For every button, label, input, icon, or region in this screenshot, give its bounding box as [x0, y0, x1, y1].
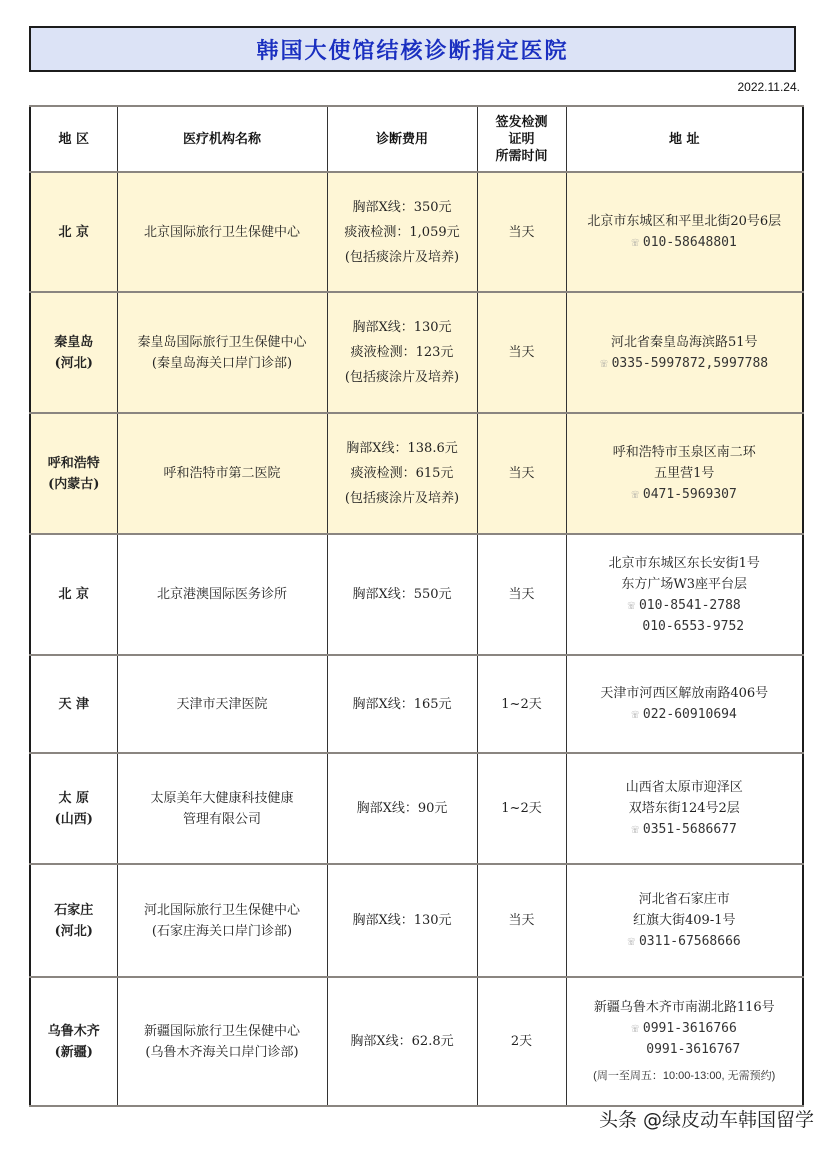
institution-cell: 太原美年大健康科技健康 管理有限公司: [117, 753, 327, 864]
address-cell: 北京市东城区和平里北街20号6层 ☏ 010-58648801: [566, 172, 803, 292]
time-cell: 当天: [477, 413, 566, 534]
institution-cell: 河北国际旅行卫生保健中心 (石家庄海关口岸门诊部): [117, 864, 327, 977]
region-cell: 天 津: [30, 655, 117, 753]
region-cell: 乌鲁木齐 (新疆): [30, 977, 117, 1106]
header-region: 地 区: [30, 106, 117, 172]
phone-icon: ☏: [631, 487, 639, 501]
date-label: 2022.11.24.: [737, 80, 800, 94]
table-row: [30, 655, 803, 753]
region-cell: 北 京: [30, 534, 117, 655]
phone-icon: ☏: [631, 1020, 639, 1035]
time-cell: 当天: [477, 172, 566, 292]
table-row: [30, 977, 803, 1106]
region-cell: 呼和浩特 (内蒙古): [30, 413, 117, 534]
time-cell: 1~2天: [477, 753, 566, 864]
phone-number: 0991-3616767: [646, 1041, 741, 1057]
phone-icon: ☏: [631, 235, 639, 249]
fee-cell: 胸部X线：130元: [327, 864, 477, 977]
address-cell: 天津市河西区解放南路406号 ☏ 022-60910694: [566, 655, 803, 753]
phone-icon: ☏: [627, 597, 635, 612]
address-cell: 呼和浩特市玉泉区南二环 五里营1号 ☏ 0471-5969307: [566, 413, 803, 534]
time-cell: 当天: [477, 292, 566, 413]
header-address: 地 址: [566, 106, 803, 172]
page-title: 韩国大使馆结核诊断指定医院: [256, 37, 569, 64]
phone-number: ☏ 0351-5686677: [631, 822, 737, 837]
institution-cell: 天津市天津医院: [117, 655, 327, 753]
phone-number: ☏ 0471-5969307: [631, 487, 737, 502]
table-row: [30, 292, 803, 413]
fee-cell: 胸部X线：165元: [327, 655, 477, 753]
phone-icon: ☏: [631, 707, 639, 721]
table-row: [30, 534, 803, 655]
title-banner: [29, 26, 796, 72]
phone-number: 010-6553-9752: [642, 618, 745, 634]
header-fee: 诊断费用: [327, 106, 477, 172]
phone-number: ☏ 0335-5997872,5997788: [600, 355, 769, 371]
fee-cell: 胸部X线：550元: [327, 534, 477, 655]
institution-cell: 新疆国际旅行卫生保健中心 (乌鲁木齐海关口岸门诊部): [117, 977, 327, 1106]
table-row: [30, 413, 803, 534]
fee-cell: 胸部X线：350元 痰液检测：1,059元 (包括痰涂片及培养): [327, 172, 477, 292]
address-cell: 山西省太原市迎泽区 双塔东街124号2层 ☏ 0351-5686677: [566, 753, 803, 864]
region-cell: 石家庄 (河北): [30, 864, 117, 977]
hours-note: (周一至周五：10:00-13:00, 无需预约): [593, 1069, 776, 1082]
institution-cell: 北京国际旅行卫生保健中心: [117, 172, 327, 292]
table-row: [30, 864, 803, 977]
table-row: [30, 753, 803, 864]
time-cell: 当天: [477, 534, 566, 655]
time-cell: 2天: [477, 977, 566, 1106]
hospital-table: [29, 105, 804, 1107]
phone-number: ☏ 010-58648801: [631, 235, 737, 250]
phone-number: ☏ 0311-67568666: [627, 934, 741, 949]
fee-cell: 胸部X线：62.8元: [327, 977, 477, 1106]
time-cell: 当天: [477, 864, 566, 977]
phone-number: ☏ 010-8541-2788: [627, 597, 741, 613]
region-cell: 秦皇岛 (河北): [30, 292, 117, 413]
table-row: [30, 172, 803, 292]
address-cell: 新疆乌鲁木齐市南湖北路116号 ☏ 0991-3616766 0991-3616767 (周一至周五：10:00-13:00, 无需预约): [566, 977, 803, 1106]
phone-icon: ☏: [600, 355, 608, 370]
fee-cell: 胸部X线：130元 痰液检测：123元 (包括痰涂片及培养): [327, 292, 477, 413]
watermark: 头条 @绿皮动车韩国留学: [598, 1109, 814, 1131]
header-institution: 医疗机构名称: [117, 106, 327, 172]
phone-icon: ☏: [631, 822, 639, 836]
table-header-row: [30, 106, 803, 172]
address-cell: 河北省秦皇岛海滨路51号 ☏ 0335-5997872,5997788: [566, 292, 803, 413]
phone-icon: ☏: [627, 934, 635, 948]
phone-number: ☏ 0991-3616766: [631, 1020, 737, 1036]
header-time: 签发检测 证明 所需时间: [477, 106, 566, 172]
region-cell: 太 原 (山西): [30, 753, 117, 864]
institution-cell: 北京港澳国际医务诊所: [117, 534, 327, 655]
fee-cell: 胸部X线：90元: [327, 753, 477, 864]
institution-cell: 秦皇岛国际旅行卫生保健中心 (秦皇岛海关口岸门诊部): [117, 292, 327, 413]
fee-cell: 胸部X线：138.6元 痰液检测：615元 (包括痰涂片及培养): [327, 413, 477, 534]
institution-cell: 呼和浩特市第二医院: [117, 413, 327, 534]
region-cell: 北 京: [30, 172, 117, 292]
phone-number: ☏ 022-60910694: [631, 707, 737, 722]
address-cell: 河北省石家庄市 红旗大街409-1号 ☏ 0311-67568666: [566, 864, 803, 977]
time-cell: 1~2天: [477, 655, 566, 753]
address-cell: 北京市东城区东长安街1号 东方广场W3座平台层 ☏ 010-8541-2788 010-6553-9752: [566, 534, 803, 655]
